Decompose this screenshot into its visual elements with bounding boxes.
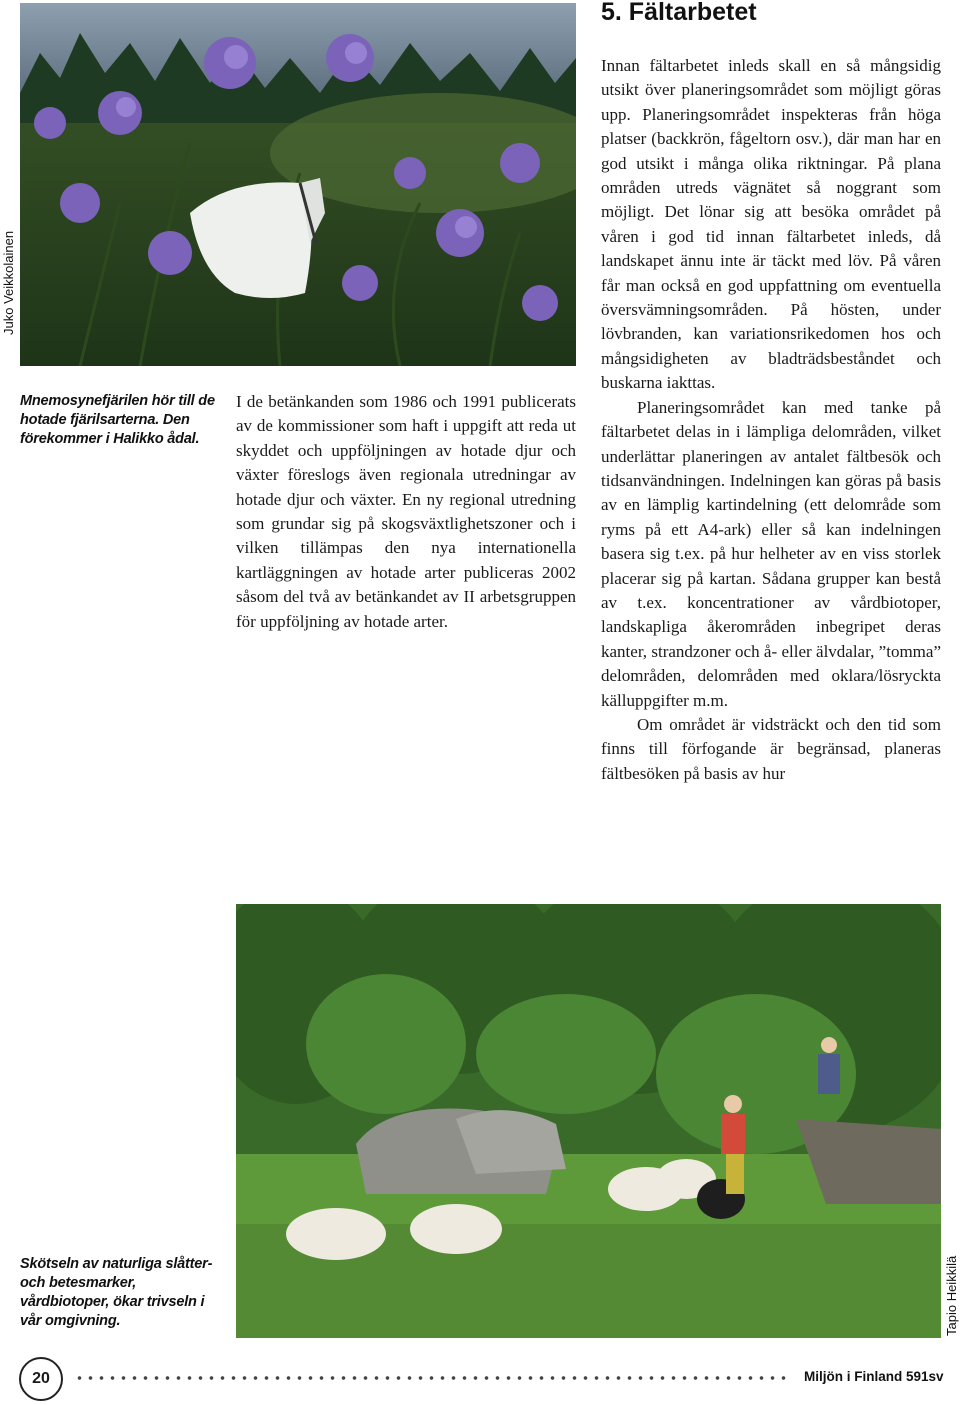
photo-caption: Mnemosynefjärilen hör till de hotade fjärilsarterna. Den förekommer i Halikko ådal.: [20, 393, 215, 447]
section-paragraph: Innan fältarbetet inleds skall en så mångsidig utsikt över planeringsområdet som möjligt göras upp. Planeringsområdet inspekteras från höga platser (backkrön, fågeltorn osv.), där man har en god utsikt i många olika riktningar. På plana områden utreds vägnätet så noggrant som möjligt. Det lönar sig att besöka området på våren i god tid innan fältarbetet inleds, då landskapet ännu inte är täckt med löv. På våren får man också en god uppfattning om eventuella översvämningsområden. På hösten, under lövbranden, kan variationsrikedomen hos och mångsidigheten av bladträdsbeståndet och buskarna iakttas.: [601, 56, 941, 393]
section-paragraph: Om området är vidsträckt och den tid som finns till förfogande är begränsad, planeras fältbesöken på basis av hur: [601, 714, 941, 783]
butterfly-photo: [20, 3, 576, 366]
footer-divider: [74, 1370, 792, 1386]
body-paragraph: I de betänkanden som 1986 och 1991 publicerats av de kommissioner som haft i uppgift att reda ut skyddet och uppföljningen av hotade djur och växter föreslogs även regionala utredningar av hotade djur och växter. En ny regional utredning som grundar sig på skogsväxtlighetszoner och i vilken tillämpas den nya internationella kartläggningen av hotade arter publiceras 2002 såsom del två av betänkandet av II arbetsgruppen för uppföljning av hotade arter.: [236, 392, 576, 631]
photo-caption: Skötseln av naturliga slåtter- och betesmarker, vårdbiotoper, ökar trivseln i vår omgivning.: [20, 1256, 213, 1329]
section-paragraph: Planeringsområdet kan med tanke på fältarbetet delas in i lämpliga delområden, vilket underlättar planeringen av antalet fältbesök och tidsanvändningen. Indelningen kan göras på basis av en lämplig kartindelning (ett delområde som ryms på ett A4-ark) eller så kan indelningen basera sig t.ex. på hur helheter av en viss storlek placerar sig på kartan. Sådana grupper kan bestå av t.ex. koncentrationer av vårdbiotoper, landskapliga åkerområden inbegripet deras kanter, strandzoner och å- eller älvdalar, ”tomma” delområden, delområden med oklara/lösryckta källuppgifter m.m.: [601, 397, 941, 710]
section-title: 5. Fältarbetet: [601, 0, 757, 26]
publication-title: Miljön i Finland 591sv: [804, 1369, 944, 1384]
photo-credit: Juko Veikkolainen: [1, 230, 16, 335]
page-number: 20: [19, 1357, 63, 1401]
photo-credit: Tapio Heikkilä: [944, 1255, 959, 1336]
section-body: [601, 54, 941, 786]
sheep-pasture-photo: [236, 904, 941, 1338]
